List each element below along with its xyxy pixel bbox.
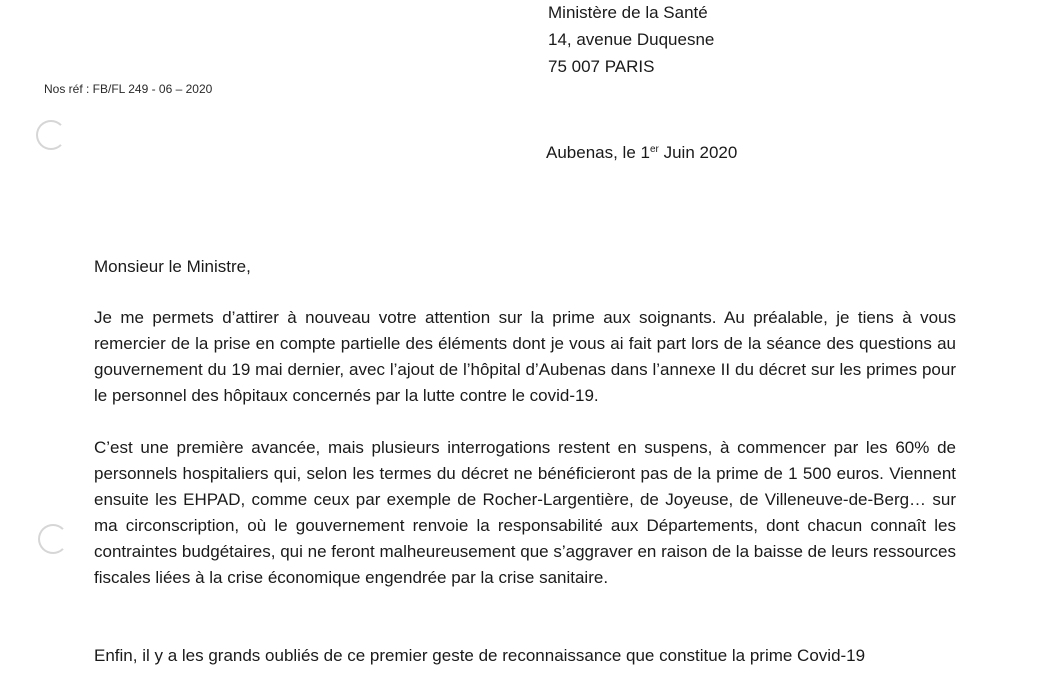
paragraph-1: Je me permets d’attirer à nouveau votre attention sur la prime aux soignants. Au préalable, je tiens à vous remercier de la prise en compte partielle des éléments dont je vous ai fait part lors de la séance des questions au gouvernement du 19 mai dernier, avec l’ajout de l’hôpital d’Aubenas dans l’annexe II du décret sur les primes pour le personnel des hôpitaux concernés par la lutte contre le covid-19. (94, 308, 956, 405)
recipient-line-2: 14, avenue Duquesne (548, 30, 715, 49)
paragraph-3: Enfin, il y a les grands oubliés de ce premier geste de reconnaissance que constitue la prime Covid-19 (94, 646, 866, 665)
punch-hole-mark-top (36, 120, 66, 150)
reference-number: Nos réf : FB/FL 249 - 06 – 2020 (44, 82, 213, 96)
date-suffix: Juin 2020 (658, 143, 738, 162)
letter-date (546, 143, 737, 163)
salutation: Monsieur le Ministre, (94, 257, 251, 276)
paragraph-2: C’est une première avancée, mais plusieurs interrogations restent en suspens, à commencer par les 60% de personnels hospitaliers qui, selon les termes du décret ne bénéficieront pas de la prime de 1 500 euros. Viennent ensuite les EHPAD, comme ceux par exemple de Rocher-Largentière, de Joyeuse, de Villeneuve-de-Berg… sur ma circonscription, où le gouvernement renvoie la responsabilité aux Départements, dont chacun connaît les contraintes budgétaires, qui ne feront malheureusement que s’aggraver en raison de la baisse de leurs ressources fiscales liées à la crise économique engendrée par la crise sanitaire. (94, 438, 956, 587)
date-prefix: Aubenas, le 1 (546, 143, 650, 162)
recipient-line-3: 75 007 PARIS (548, 57, 655, 76)
date-superscript: er (649, 144, 659, 155)
recipient-line-1: Ministère de la Santé (548, 3, 708, 22)
punch-hole-mark-bottom (38, 524, 68, 554)
